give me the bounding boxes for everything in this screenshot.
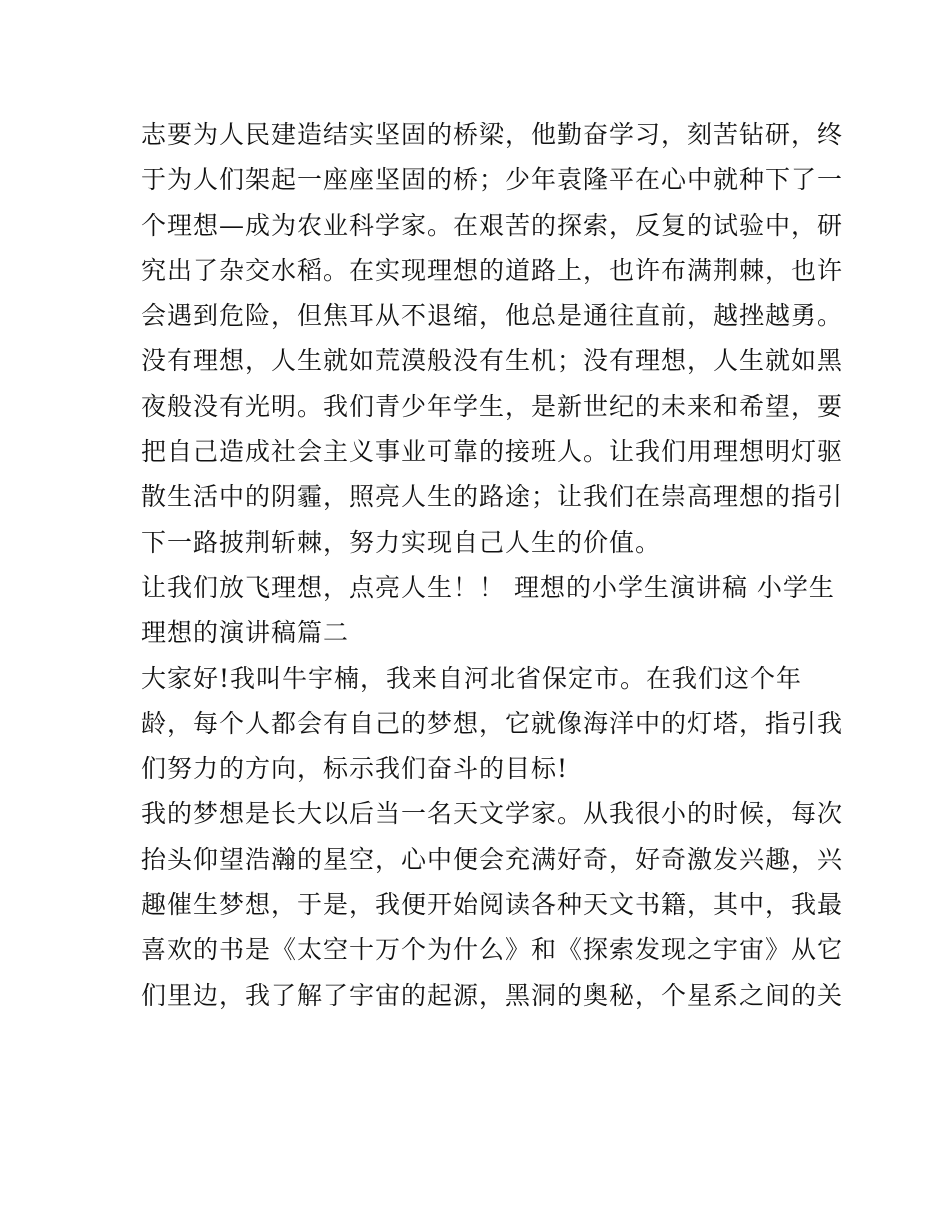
- text-line: 我的梦想是长大以后当一名天文学家。从我很小的时候，每次: [141, 799, 844, 829]
- document-body: [141, 112, 844, 1018]
- text-line: 究出了杂交水稻。在实现理想的道路上，也许布满荆棘，也许: [141, 255, 844, 285]
- text-line: 们里边，我了解了宇宙的起源，黑洞的奥秘，个星系之间的关: [141, 980, 844, 1010]
- text-line: 趣催生梦想，于是，我便开始阅读各种天文书籍，其中，我最: [141, 890, 844, 920]
- text-line: 下一路披荆斩棘，努力实现自己人生的价值。: [141, 527, 662, 557]
- text-line: 散生活中的阴霾，照亮人生的路途；让我们在崇高理想的指引: [141, 482, 844, 512]
- text-line: 龄，每个人都会有自己的梦想，它就像海洋中的灯塔，指引我: [141, 708, 844, 738]
- text-line: 们努力的方向，标示我们奋斗的目标!: [141, 754, 569, 784]
- text-line: 喜欢的书是《太空十万个为什么》和《探索发现之宇宙》从它: [141, 935, 844, 965]
- text-line: 抬头仰望浩瀚的星空，心中便会充满好奇，好奇激发兴趣，兴: [141, 844, 844, 874]
- text-line: 让我们放飞理想，点亮人生！！ 理想的小学生演讲稿 小学生: [141, 572, 835, 602]
- text-line: 大家好!我叫牛宇楠，我来自河北省保定市。在我们这个年: [141, 663, 803, 693]
- text-line: 个理想—成为农业科学家。在艰苦的探索，反复的试验中，研: [141, 210, 844, 240]
- text-line: 于为人们架起一座座坚固的桥；少年袁隆平在心中就种下了一: [141, 165, 844, 195]
- text-line: 没有理想，人生就如荒漠般没有生机；没有理想，人生就如黑: [141, 346, 844, 376]
- text-line: 夜般没有光明。我们青少年学生，是新世纪的未来和希望，要: [141, 391, 844, 421]
- text-line: 理想的演讲稿篇二: [141, 618, 350, 648]
- text-line: 会遇到危险，但焦耳从不退缩，他总是通往直前，越挫越勇。: [141, 301, 844, 331]
- text-line: 志要为人民建造结实坚固的桥梁，他勤奋学习，刻苦钻研，终: [141, 120, 844, 149]
- text-line: 把自己造成社会主义事业可靠的接班人。让我们用理想明灯驱: [141, 437, 844, 467]
